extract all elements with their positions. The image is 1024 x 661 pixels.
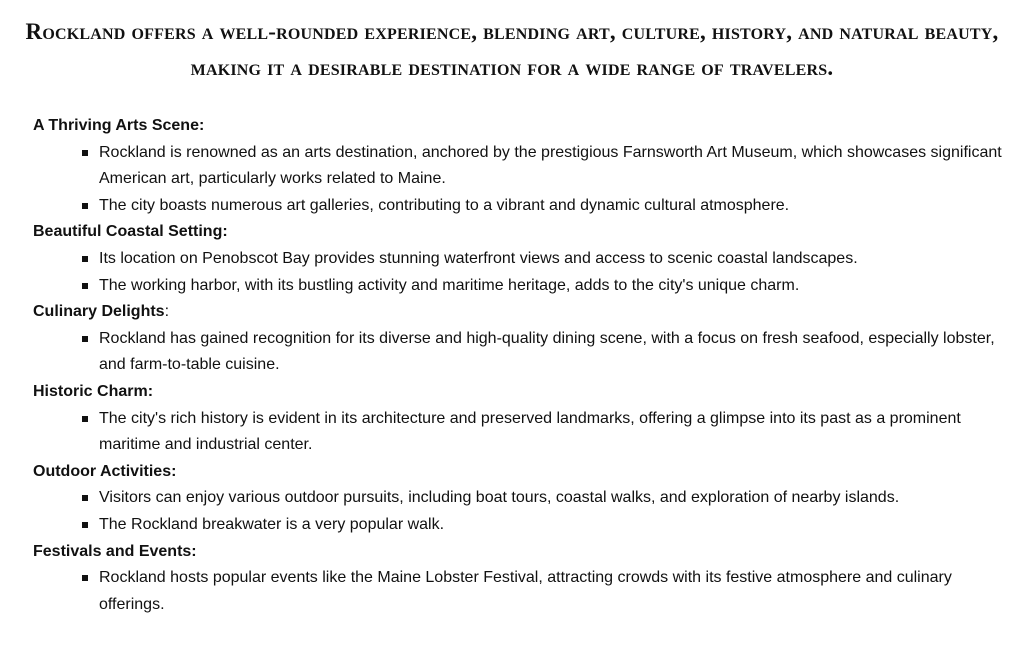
- list-item: The working harbor, with its bustling activity and maritime heritage, adds to the city's unique charm.: [99, 273, 1018, 300]
- document-body: [33, 113, 1018, 618]
- square-bullet-icon: [82, 416, 88, 422]
- section-heading-text: Culinary Delights: [33, 303, 165, 321]
- square-bullet-icon: [82, 336, 88, 342]
- list-item: Its location on Penobscot Bay provides stunning waterfront views and access to scenic coastal landscapes.: [99, 246, 1018, 273]
- section-heading-colon: :: [164, 303, 170, 321]
- list-item: The Rockland breakwater is a very popular walk.: [99, 512, 1018, 539]
- section-coastal: [33, 219, 1018, 299]
- list-item: Visitors can enjoy various outdoor pursuits, including boat tours, coastal walks, and exploration of nearby islands.: [99, 485, 1018, 512]
- bullet-list: [33, 326, 1018, 379]
- section-heading: Beautiful Coastal Setting:: [33, 223, 228, 241]
- list-item: The city's rich history is evident in its architecture and preserved landmarks, offering a glimpse into its past as a prominent maritime and industrial center.: [99, 406, 1018, 459]
- list-item: Rockland has gained recognition for its diverse and high-quality dining scene, with a focus on fresh seafood, especially lobster, and farm-to-table cuisine.: [99, 326, 1018, 379]
- square-bullet-icon: [82, 283, 88, 289]
- square-bullet-icon: [82, 495, 88, 501]
- section-heading: A Thriving Arts Scene:: [33, 117, 205, 134]
- section-historic: [33, 379, 1018, 459]
- section-heading: Historic Charm:: [33, 382, 154, 400]
- list-item: The city boasts numerous art galleries, contributing to a vibrant and dynamic cultural atmosphere.: [99, 193, 1018, 220]
- page-title: Rockland offers a well-rounded experience, blending art, culture, history, and natural beauty, making it a desirable destination for a wide range of travelers.: [25, 19, 999, 80]
- section-heading: Outdoor Activities:: [33, 462, 177, 480]
- square-bullet-icon: [82, 203, 88, 209]
- section-outdoor: [33, 459, 1018, 539]
- bullet-list: [33, 140, 1018, 220]
- section-festivals: [33, 539, 1018, 619]
- list-item: Rockland hosts popular events like the Maine Lobster Festival, attracting crowds with its festive atmosphere and culinary offerings.: [99, 565, 1018, 618]
- list-item: Rockland is renowned as an arts destination, anchored by the prestigious Farnsworth Art Museum, which showcases significant American art, particularly works related to Maine.: [99, 140, 1018, 193]
- square-bullet-icon: [82, 522, 88, 528]
- square-bullet-icon: [82, 150, 88, 156]
- section-heading: Festivals and Events:: [33, 542, 197, 560]
- square-bullet-icon: [82, 256, 88, 262]
- section-culinary: [33, 299, 1018, 379]
- bullet-list: [33, 246, 1018, 299]
- section-arts: [33, 113, 1018, 219]
- bullet-list: [33, 485, 1018, 538]
- section-heading: [33, 299, 1018, 326]
- bullet-list: [33, 406, 1018, 459]
- square-bullet-icon: [82, 575, 88, 581]
- bullet-list: [33, 565, 1018, 618]
